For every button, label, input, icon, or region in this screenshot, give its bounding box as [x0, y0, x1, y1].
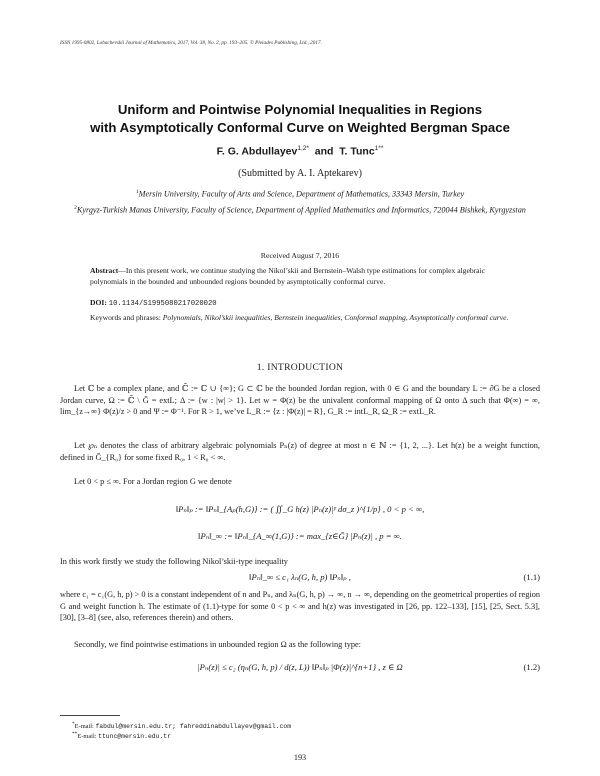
- author-conjunction: and: [314, 145, 334, 158]
- author-1-marks: 1,2*: [297, 145, 309, 152]
- paper-title: [40, 101, 560, 137]
- equation-norm-p: [60, 504, 540, 515]
- author-2-marks: 1**: [374, 145, 384, 152]
- footnote-1: [72, 721, 291, 730]
- abstract-label: Abstract: [90, 266, 119, 275]
- paragraph-6: Secondly, we find pointwise estimations in unbounded region Ω as the following type:: [74, 640, 361, 649]
- affiliation-2: [70, 203, 530, 216]
- author-list: [40, 145, 560, 158]
- title-line-1: Uniform and Pointwise Polynomial Inequalities in Regions: [117, 102, 483, 117]
- author-1: F. G. Abdullayev: [216, 145, 298, 158]
- keywords-label: Keywords and phrases:: [90, 313, 161, 322]
- section-heading: 1. INTRODUCTION: [256, 362, 344, 373]
- equation-1-2-number: (1.2): [523, 662, 540, 672]
- footnote-1-label: E-mail:: [74, 723, 94, 731]
- footnote-2: [72, 731, 171, 740]
- doi-link[interactable]: 10.1134/S1995080217020020: [108, 300, 217, 308]
- received-date: Received August 7, 2016: [260, 251, 340, 260]
- equation-1-2-text: |Pₙ(z)| ≤ c₂ (ηₙ(G, h, p) / d(z, L)) ‖Pₙ‖ₚ |Φ(z)|^{n+1} , z ∈ Ω: [197, 662, 403, 672]
- keywords: [90, 313, 515, 324]
- equation-norm-p-text: ‖Pₙ‖ₚ := ‖Pₙ‖_{Aₚ(h,G)} := ( ∬_G h(z) |Pₙ(z)|ᵖ dσ_z )^{1/p} , 0 < p < ∞,: [175, 504, 425, 514]
- paragraph-2: Let ℘ₙ denotes the class of arbitrary algebraic polynomials Pₙ(z) of degree at most n ∈ ℕ := {1, 2, ...}. Let h(z) be a weight function, defined in Ḡ_{R₀} for some fixed R₀, 1 < R₀ < ∞.: [60, 441, 540, 462]
- equation-1-1-text: ‖Pₙ‖_∞ ≤ c₁ λₙ(G, h, p) ‖Pₙ‖ₚ ,: [249, 572, 351, 582]
- paragraph-5: where c₁ = c₁(G, h, p) > 0 is a constant independent of n and Pₙ, and λₙ(G, h, p) → ∞, n → ∞, depending on the geometrical properties of region G and weight function h. The estimate of (1.1)-type for some 0 < p < ∞ and h(z) was investigated in [26, pp. 122–133], [15], [25, Sect. 5.3], [30], [3–8] (see, also, references therein) and others.: [60, 590, 540, 622]
- author-2: T. Tunc: [339, 145, 375, 158]
- footnote-1-email[interactable]: fabdul@mersin.edu.tr; fahreddinabdullayev@gmail.com: [95, 723, 292, 731]
- affiliation-1-mark: 1: [135, 189, 139, 195]
- footnote-2-label: E-mail:: [77, 733, 97, 741]
- equation-1-1: [60, 572, 540, 583]
- paragraph-3: Let 0 < p ≤ ∞. For a Jordan region G we denote: [74, 477, 232, 486]
- paragraph-1: Let ℂ be a complex plane, and ℂ̄ := ℂ ∪ {∞}; G ⊂ ℂ be the bounded Jordan region, with 0 ∈ G and the boundary L := ∂G be a closed Jordan curve, Ω := ℂ̄ \ Ḡ = extL; Δ := {w : |w| > 1}. Let w = Φ(z) be the univalent conformal mapping of Ω onto Δ such that Φ(∞) = ∞, lim_{z→∞} Φ(z)/z > 0 and Ψ := Φ⁻¹. For R > 1, we’ve L_R := {z : |Φ(z)| = R}, G_R := intL_R, Ω_R := extL_R.: [60, 384, 540, 416]
- keywords-text: Polynomials, Nikol’skii inequalities, Bernstein inequalities, Conformal mapping, Asymptotically conformal curve.: [162, 313, 509, 322]
- equation-norm-inf: [60, 531, 540, 542]
- equation-1-2: [60, 662, 540, 673]
- footnote-2-mark: **: [72, 731, 78, 737]
- equation-1-1-number: (1.1): [523, 572, 540, 582]
- abstract-text: —In this present work, we continue studying the Nikol’skii and Bernstein–Walsh type estimations for complex algebraic polynomials in the bounded and unbounded regions bounded by asymptotically conformal curve.: [90, 266, 486, 286]
- journal-header: ISSN 1995-0802, Lobachevskii Journal of Mathematics, 2017, Vol. 38, No. 2, pp. 193–205. © Pleiades Publishing, Ltd., 2017.: [60, 40, 322, 46]
- affiliation-2-text: Kyrgyz-Turkish Manas University, Faculty of Science, Department of Applied Mathematics and Informatics, 720044 Bishkek, Kyrgyzstan: [76, 205, 526, 215]
- doi: [90, 298, 515, 308]
- doi-label: DOI:: [90, 298, 107, 307]
- affiliation-1-text: Mersin University, Faculty of Arts and Science, Department of Mathematics, 33343 Mersin, Turkey: [138, 189, 465, 199]
- title-line-2: with Asymptotically Conformal Curve on Weighted Bergman Space: [90, 120, 510, 135]
- equation-norm-inf-text: ‖Pₙ‖_∞ := ‖Pₙ‖_{A_∞(1,G)} := max_{z∈Ḡ} |Pₙ(z)| , p = ∞.: [198, 531, 402, 541]
- affiliation-1: [70, 187, 530, 200]
- affiliation-2-mark: 2: [74, 205, 77, 211]
- page-number: 193: [293, 753, 307, 762]
- submitted-by: (Submitted by A. I. Aptekarev): [238, 168, 362, 179]
- abstract: [90, 266, 515, 287]
- footnote-2-email[interactable]: ttunc@mersin.edu.tr: [98, 733, 171, 741]
- footnote-rule: [60, 715, 120, 716]
- paragraph-4: In this work firstly we study the following Nikol’skii-type inequality: [60, 557, 288, 566]
- footnote-1-mark: *: [72, 721, 75, 727]
